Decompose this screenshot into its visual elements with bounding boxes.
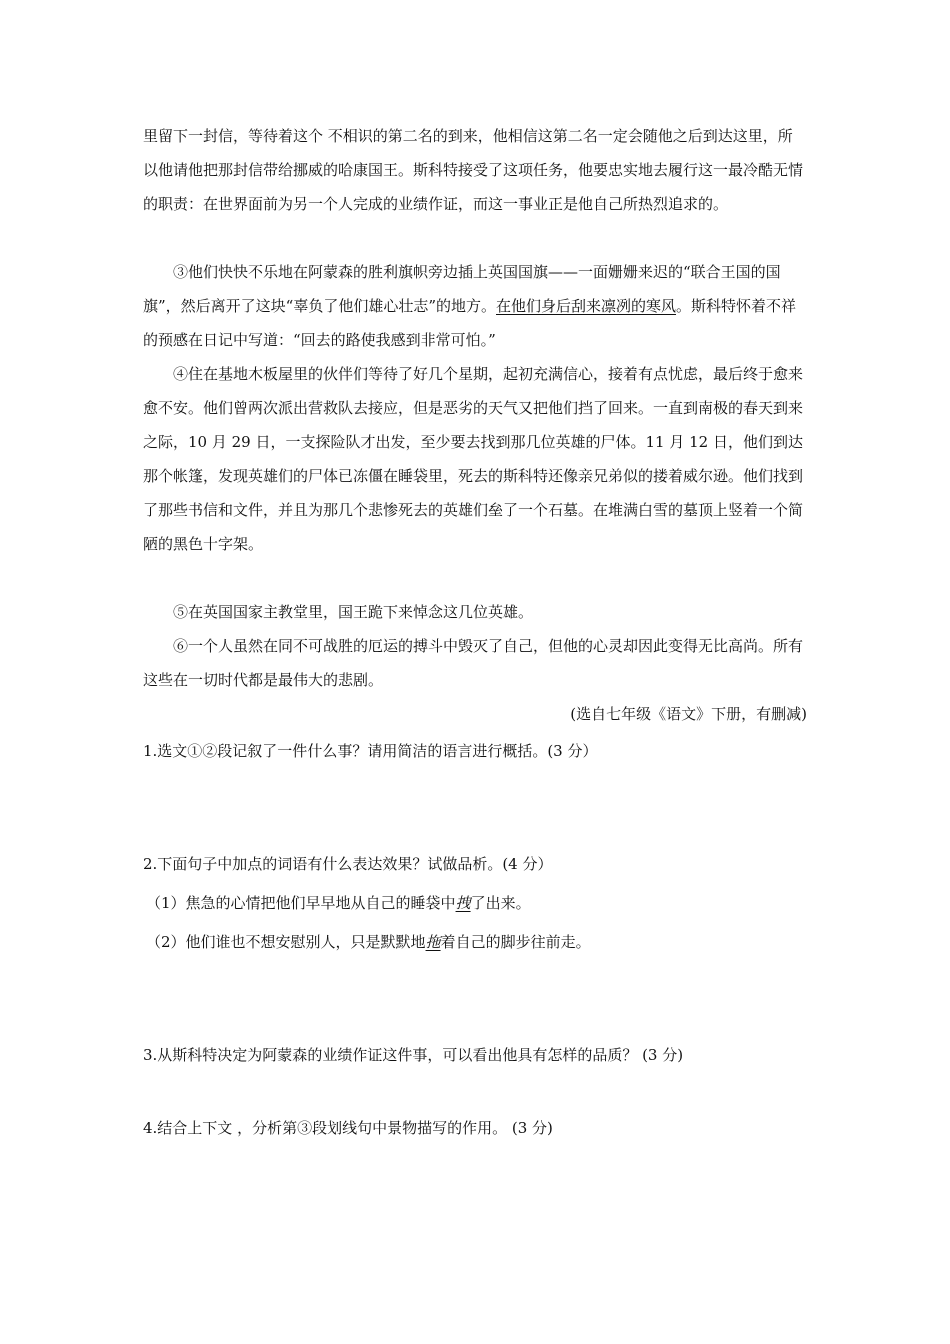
question-4: 4.结合上下文 ，分析第③段划线句中景物描写的作用。 (3 分)	[143, 1119, 553, 1137]
passage-paragraph-6	[143, 629, 807, 697]
sentence-text: （2）他们谁也不想安慰别人，只是默默地	[146, 933, 426, 951]
passage-paragraph-4	[143, 357, 807, 561]
passage-text: ⑤在英国国家主教堂里，国王跪下来悼念这几位英雄。	[173, 603, 534, 621]
question-2-sentence-2	[146, 927, 806, 957]
sentence-text: 了出来。	[470, 894, 531, 912]
passage-paragraph-continued	[143, 119, 807, 221]
question-2-sentence-1	[146, 888, 806, 918]
passage-text: ④住在基地木板屋里的伙伴们等待了好几个星期，起初充满信心，接着有点忧虑，最后终于愈来愈不安。他们曾两次派出营救队去接应，但是恶劣的天气又把他们挡了回来。一直到南极的春天到来之际，10 月 29 日，一支探险队才出发，至少要去找到那几位英雄的尸体。11 月 12 日，他们到达那个帐篷，发现英雄们的尸体已冻僵在睡袋里，死去的斯科特还像亲兄弟似的搂着威尔逊。他们找到了那些书信和文件，并且为那几个悲惨死去的英雄们垒了一个石墓。在堆满白雪的墓顶上竖着一个简陋的黑色十字架。	[143, 365, 804, 553]
question-1: 1.选文①②段记叙了一件什么事？请用简洁的语言进行概括。(3 分）	[143, 742, 598, 760]
marked-word: 拽	[455, 894, 471, 912]
marked-word: 拖	[425, 933, 441, 951]
question-2: 2.下面句子中加点的词语有什么表达效果？试做品析。(4 分）	[143, 855, 553, 873]
sentence-text: 着自己的脚步往前走。	[440, 933, 591, 951]
question-3: 3.从斯科特决定为阿蒙森的业绩作证这件事，可以看出他具有怎样的品质？ (3 分)	[143, 1046, 684, 1064]
underlined-sentence: 在他们身后刮来凛冽的寒风	[496, 297, 677, 315]
passage-paragraph-5	[143, 595, 807, 629]
passage-text: ③他们快快不乐地在阿蒙森的胜利旗帜旁边插上英国国旗——一面姗姗来迟的“联合王国的国旗”，然后离开了这块“辜负了他们雄心壮志”的地方。	[143, 263, 781, 315]
sentence-text: （1）焦急的心情把他们早早地从自己的睡袋中	[146, 894, 456, 912]
passage-text: 。斯科特怀着不祥的预感在日记中写道：“回去的路使我感到非常可怕。”	[143, 297, 797, 349]
source-citation: (选自七年级《语文》下册，有删减)	[570, 705, 807, 723]
passage-text: ⑥一个人虽然在同不可战胜的厄运的搏斗中毁灭了自己，但他的心灵却因此变得无比高尚。所有这些在一切时代都是最伟大的悲剧。	[143, 637, 804, 689]
passage-paragraph-3	[143, 255, 807, 357]
passage-text: 里留下一封信，等待着这个 不相识的第二名的到来，他相信这第二名一定会随他之后到达这里，所以他请他把那封信带给挪威的哈康国王。斯科特接受了这项任务，他要忠实地去履行这一最冷酷无情的职责：在世界面前为另一个人完成的业绩作证，而这一事业正是他自己所热烈追求的。	[143, 127, 804, 213]
